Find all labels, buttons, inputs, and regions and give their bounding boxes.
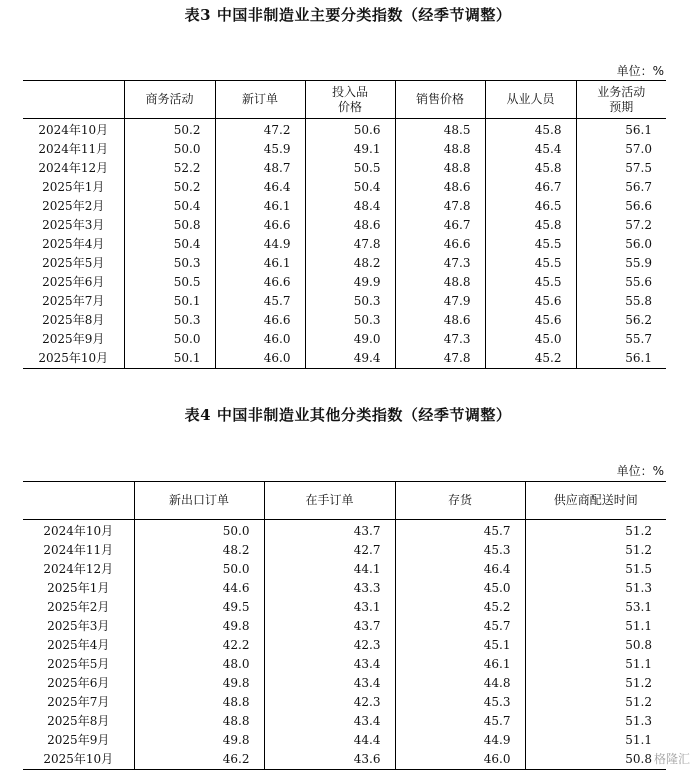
table4-cell: 43.4 [264,674,395,693]
table3-cell: 52.2 [124,159,215,178]
table3-row [23,140,666,159]
table4-row [23,750,666,770]
table3-row [23,254,666,273]
table4-cell: 51.1 [525,617,666,636]
table3-cell: 57.5 [576,159,666,178]
table4-cell: 43.4 [264,655,395,674]
table4-row [23,541,666,560]
table3-cell: 45.5 [485,235,576,254]
table3-cell: 45.8 [485,216,576,235]
table4-row [23,520,666,542]
table4-row [23,598,666,617]
table4-row-label: 2025年1月 [47,581,110,595]
table3-cell: 50.5 [305,159,395,178]
table4-cell: 50.8 [525,636,666,655]
table3-cell: 50.8 [124,216,215,235]
table3-cell: 48.6 [305,216,395,235]
table4-unit: 单位：% [616,464,664,478]
table4-cell: 44.6 [134,579,264,598]
table3-cell: 45.4 [485,140,576,159]
table4-row [23,674,666,693]
table3-row-label: 2025年2月 [42,199,105,213]
table3-cell: 50.6 [305,119,395,141]
table3-cell: 50.3 [124,311,215,330]
table4-cell: 42.2 [134,636,264,655]
table3-cell: 46.1 [215,254,305,273]
table3-cell: 48.5 [395,119,485,141]
table3-cell: 45.2 [485,349,576,369]
table3-cell: 49.0 [305,330,395,349]
table4-row-label: 2024年12月 [43,562,114,576]
table3-cell: 55.9 [576,254,666,273]
table4-title: 表4 中国非制造业其他分类指数（经季节调整） [184,406,512,424]
table3-cell: 56.6 [576,197,666,216]
table4-row-label: 2025年2月 [47,600,110,614]
table4-cell: 45.0 [395,579,525,598]
table4-cell: 51.2 [525,541,666,560]
table3-unit: 单位：% [616,64,664,78]
table3-cell: 47.8 [395,197,485,216]
table4-cell: 50.0 [134,520,264,542]
table4-cell: 53.1 [525,598,666,617]
table4-cell: 51.2 [525,520,666,542]
table4-row-label: 2024年10月 [43,524,114,538]
table3-row-label: 2025年6月 [42,275,105,289]
table4-row-label: 2025年7月 [47,695,110,709]
table3-cell: 56.7 [576,178,666,197]
table3-cell: 46.6 [215,216,305,235]
table3-cell: 50.1 [124,292,215,311]
table3-cell: 50.4 [124,235,215,254]
table3-cell: 48.2 [305,254,395,273]
watermark-logo: 格隆汇 [653,752,690,766]
table3-cell: 46.0 [215,349,305,369]
table3-cell: 46.7 [395,216,485,235]
table4-cell: 45.1 [395,636,525,655]
table4-cell: 51.3 [525,712,666,731]
table3-row [23,330,666,349]
table4-row [23,617,666,636]
table4-cell: 46.1 [395,655,525,674]
table4-cell: 48.0 [134,655,264,674]
table4-cell: 44.4 [264,731,395,750]
table4-cell: 46.2 [134,750,264,770]
table3-cell: 45.8 [485,119,576,141]
table3-row [23,119,666,141]
table4-row-label: 2025年10月 [43,752,114,766]
table3-row-label: 2025年1月 [42,180,105,194]
table4-cell: 42.3 [264,636,395,655]
table3-cell: 56.1 [576,349,666,369]
table3-cell: 46.0 [215,330,305,349]
table3-cell: 48.8 [395,273,485,292]
table3-cell: 50.2 [124,178,215,197]
table4-cell: 45.3 [395,693,525,712]
table4-cell: 48.2 [134,541,264,560]
table3-row-label: 2025年3月 [42,218,105,232]
table4-cell: 50.8 [525,750,666,770]
table3-header-cell: 新订单 [215,81,305,119]
table4-cell: 44.9 [395,731,525,750]
table3-cell: 56.2 [576,311,666,330]
table3-cell: 50.0 [124,140,215,159]
table3-cell: 45.6 [485,311,576,330]
table3-cell: 48.7 [215,159,305,178]
table4-header-row [23,482,666,520]
table3-cell: 46.4 [215,178,305,197]
table3-cell: 45.7 [215,292,305,311]
table4-cell: 51.2 [525,674,666,693]
table4-cell: 51.2 [525,693,666,712]
table3-cell: 46.6 [215,273,305,292]
table3-row [23,311,666,330]
table3-row-label: 2024年11月 [38,142,109,156]
table3-cell: 45.5 [485,273,576,292]
table4-header-cell: 在手订单 [264,482,395,520]
table3-cell: 46.1 [215,197,305,216]
table4-row-label: 2025年4月 [47,638,110,652]
table3-cell: 45.8 [485,159,576,178]
table3-cell: 55.8 [576,292,666,311]
table4-cell: 44.8 [395,674,525,693]
table4-cell: 49.8 [134,617,264,636]
table3-cell: 47.2 [215,119,305,141]
table3-cell: 46.6 [215,311,305,330]
table3-cell: 47.3 [395,330,485,349]
table4-cell: 45.7 [395,617,525,636]
table3-cell: 45.5 [485,254,576,273]
table4-cell: 42.7 [264,541,395,560]
table3-cell: 47.8 [395,349,485,369]
table4-cell: 43.3 [264,579,395,598]
table3-cell: 56.1 [576,119,666,141]
table4-cell: 50.0 [134,560,264,579]
table3-cell: 45.6 [485,292,576,311]
table4-row [23,693,666,712]
table3-header-cell: 投入品 价格 [305,81,395,119]
table3-row-label: 2025年7月 [42,294,105,308]
table4-row [23,579,666,598]
table3-cell: 48.8 [395,140,485,159]
table3-title: 表3 中国非制造业主要分类指数（经季节调整） [184,6,512,24]
table3-cell: 55.7 [576,330,666,349]
table4-row-label: 2024年11月 [43,543,114,557]
table3-header-cell: 销售价格 [395,81,485,119]
table3-row [23,273,666,292]
table4 [23,481,666,770]
table3-cell: 47.9 [395,292,485,311]
table3-cell: 50.1 [124,349,215,369]
table3-cell: 57.2 [576,216,666,235]
table3-cell: 45.0 [485,330,576,349]
table4-header-cell: 新出口订单 [134,482,264,520]
table3-cell: 50.3 [305,292,395,311]
table3-cell: 48.6 [395,311,485,330]
table3-row-label: 2024年12月 [38,161,109,175]
table3-row [23,216,666,235]
table3-cell: 44.9 [215,235,305,254]
table3-header-cell: 商务活动 [124,81,215,119]
table4-row [23,712,666,731]
table4-row [23,655,666,674]
table4-cell: 45.2 [395,598,525,617]
table4-header-cell [23,482,134,520]
table4-cell: 46.4 [395,560,525,579]
table3-row [23,197,666,216]
table4-row-label: 2025年9月 [47,733,110,747]
table4-cell: 43.7 [264,617,395,636]
table4-header-cell: 存货 [395,482,525,520]
table4-row-label: 2025年8月 [47,714,110,728]
table3-cell: 49.4 [305,349,395,369]
table3-cell: 56.0 [576,235,666,254]
table4-cell: 51.5 [525,560,666,579]
table4-cell: 51.1 [525,655,666,674]
table3-cell: 47.8 [305,235,395,254]
table3-cell: 46.6 [395,235,485,254]
table3-cell: 46.7 [485,178,576,197]
table3-row-label: 2025年9月 [42,332,105,346]
table3-cell: 50.0 [124,330,215,349]
table3-cell: 47.3 [395,254,485,273]
table3-cell: 45.9 [215,140,305,159]
table4-cell: 46.0 [395,750,525,770]
table4-cell: 49.8 [134,731,264,750]
table3-row-label: 2025年10月 [38,351,109,365]
table4-row [23,636,666,655]
table3-row [23,235,666,254]
table4-cell: 45.3 [395,541,525,560]
table3-cell: 50.3 [124,254,215,273]
table4-cell: 48.8 [134,712,264,731]
table3-row [23,159,666,178]
table4-cell: 42.3 [264,693,395,712]
table3-cell: 48.6 [395,178,485,197]
table3-cell: 50.4 [124,197,215,216]
table3-row-label: 2025年5月 [42,256,105,270]
table4-row-label: 2025年6月 [47,676,110,690]
table4-header-cell: 供应商配送时间 [525,482,666,520]
table3-row-label: 2025年8月 [42,313,105,327]
table3-row-label: 2025年4月 [42,237,105,251]
table3-row [23,349,666,369]
table3-cell: 55.6 [576,273,666,292]
table3-cell: 49.9 [305,273,395,292]
table3-row [23,292,666,311]
table4-cell: 45.7 [395,520,525,542]
table4-row-label: 2025年5月 [47,657,110,671]
table3-cell: 46.5 [485,197,576,216]
table4-cell: 43.6 [264,750,395,770]
table3-cell: 50.2 [124,119,215,141]
table4-cell: 43.4 [264,712,395,731]
table4-cell: 48.8 [134,693,264,712]
table3-row [23,178,666,197]
table3-cell: 50.4 [305,178,395,197]
table4-cell: 49.8 [134,674,264,693]
table3-header-cell: 从业人员 [485,81,576,119]
table4-cell: 43.1 [264,598,395,617]
table4-cell: 45.7 [395,712,525,731]
table3-header-cell [23,81,124,119]
table4-row [23,560,666,579]
table3-header-cell: 业务活动 预期 [576,81,666,119]
table3-header-row [23,81,666,119]
table4-row-label: 2025年3月 [47,619,110,633]
table4-cell: 49.5 [134,598,264,617]
table3-cell: 50.3 [305,311,395,330]
table3-cell: 49.1 [305,140,395,159]
table3-row-label: 2024年10月 [38,123,109,137]
table4-cell: 51.3 [525,579,666,598]
table4-cell: 43.7 [264,520,395,542]
table4-cell: 51.1 [525,731,666,750]
table3 [23,80,666,369]
table4-cell: 44.1 [264,560,395,579]
table3-cell: 48.8 [395,159,485,178]
table3-cell: 57.0 [576,140,666,159]
table3-cell: 48.4 [305,197,395,216]
table4-row [23,731,666,750]
table3-cell: 50.5 [124,273,215,292]
